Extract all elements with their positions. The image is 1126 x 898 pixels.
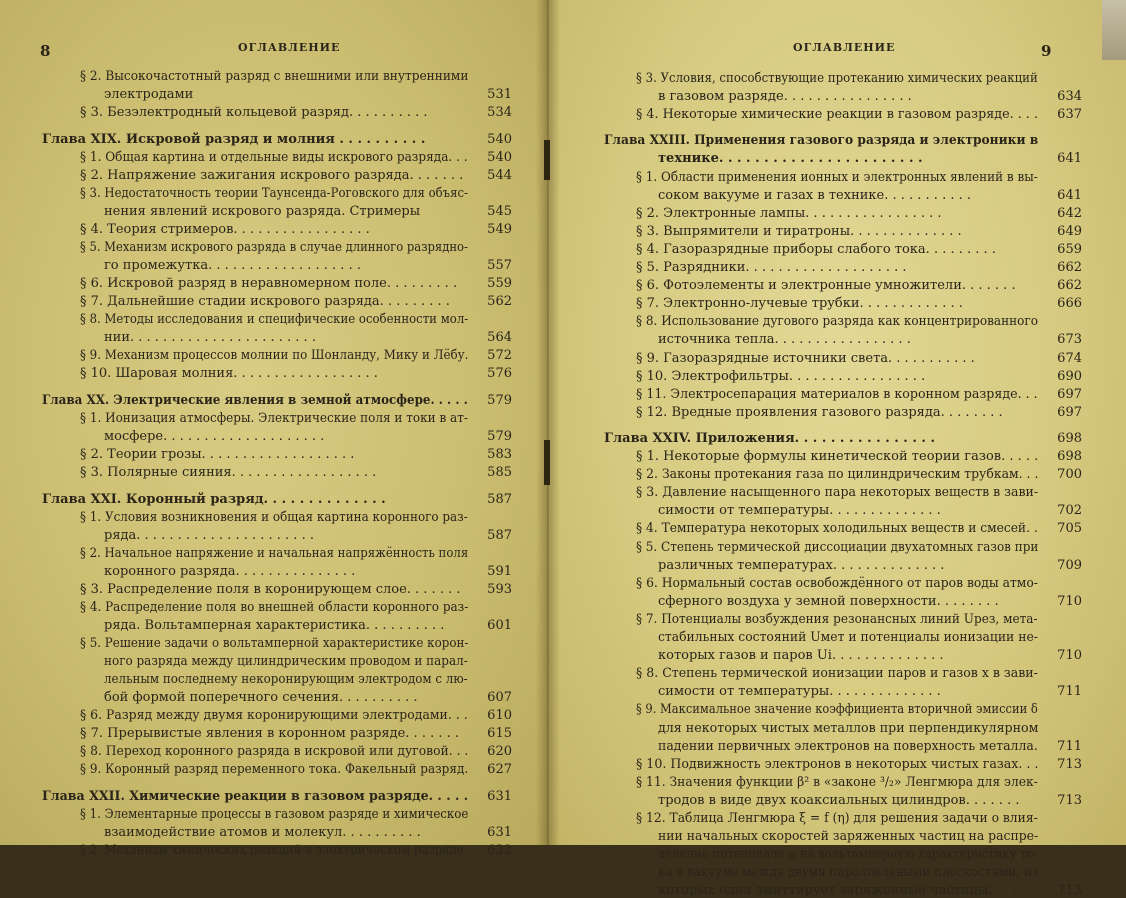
section-title: стабильных состояний Uмет и потенциалы ионизации не- bbox=[658, 630, 1038, 645]
section-title: нии начальных скоростей заряженных частиц на распре- bbox=[658, 829, 1039, 845]
section-title: § 9. Максимальное значение коэффициента вторичной эмиссии δ bbox=[636, 702, 1038, 718]
page-reference: 711 bbox=[1057, 738, 1082, 754]
section-title: для некоторых чистых металлов при перпендикулярном bbox=[658, 720, 1039, 736]
section-title: деление потенциала и на вольтамперную характеристику то- bbox=[658, 847, 1038, 863]
section-title: § 8. Степень термической ионизации паров и газов x в зави- bbox=[636, 666, 1038, 682]
page-reference: 673 bbox=[1057, 332, 1082, 348]
chapter-title: технике. . . . . . . . . . . . . . . . . . . . . . . bbox=[658, 151, 923, 167]
page-reference: 615 bbox=[487, 726, 512, 741]
section-title: § 3. Выпрямители и тиратроны. . . . . . . . . . . . . . bbox=[636, 223, 962, 239]
section-title: симости от температуры. . . . . . . . . . . . . . bbox=[658, 503, 941, 519]
page-reference: 713 bbox=[1057, 792, 1082, 808]
page-reference: 697 bbox=[1057, 404, 1082, 420]
page-reference: 698 bbox=[1057, 449, 1082, 464]
section-title: электродами bbox=[104, 87, 194, 102]
section-title: ного разряда между цилиндрическим проводом и парал- bbox=[104, 654, 468, 669]
section-title: симости от температуры. . . . . . . . . . . . . . bbox=[658, 684, 941, 700]
page-reference: 572 bbox=[487, 348, 512, 363]
chapter-title: Глава XXI. Коронный разряд. . . . . . . . . . . . . . bbox=[42, 492, 386, 507]
page-reference: 662 bbox=[1057, 278, 1082, 294]
page-reference: 649 bbox=[1057, 223, 1082, 239]
section-title: § 3. Недостаточность теории Таунсенда-Роговского для объяс- bbox=[80, 186, 468, 201]
section-title: § 10. Шаровая молния. . . . . . . . . . . . . . . . . . bbox=[80, 366, 378, 381]
page-reference: 634 bbox=[1057, 89, 1082, 105]
left-page bbox=[0, 0, 548, 858]
page-reference: 620 bbox=[487, 744, 512, 759]
page-reference: 713 bbox=[1057, 883, 1082, 898]
section-title: § 1. Общая картина и отдельные виды искрового разряда. . . bbox=[80, 150, 468, 165]
section-title: § 9. Газоразрядные источники света. . . . . . . . . . . bbox=[636, 350, 975, 366]
section-title: соком вакууме и газах в технике. . . . . . . . . . . bbox=[658, 187, 971, 203]
section-title: § 12. Таблица Ленгмюра ξ = f (η) для решения задачи о влия- bbox=[636, 811, 1038, 826]
section-title: § 3. Распределение поля в коронирующем слое. . . . . . . bbox=[80, 582, 461, 597]
page-reference: 690 bbox=[1057, 368, 1082, 384]
section-title: § 12. Вредные проявления газового разряда. . . . . . . . bbox=[636, 404, 1003, 420]
section-title: § 2. Высокочастотный разряд с внешними или внутренними bbox=[80, 69, 469, 84]
section-title: которых газов и паров Ui. . . . . . . . . . . . . . bbox=[658, 648, 944, 664]
binding-mark bbox=[544, 140, 550, 180]
section-title: § 5. Механизм искрового разряда в случае длинного разрядно- bbox=[80, 240, 468, 255]
page-reference: 579 bbox=[487, 393, 512, 408]
page-reference: 659 bbox=[1057, 241, 1082, 257]
section-title: § 4. Теория стримеров. . . . . . . . . . . . . . . . . bbox=[80, 222, 370, 237]
page-reference: 591 bbox=[487, 564, 512, 579]
page-header: ОГЛАВЛЕНИЕ bbox=[793, 41, 896, 54]
section-title: § 2. Теории грозы. . . . . . . . . . . . . . . . . . . bbox=[80, 447, 355, 462]
section-title: § 4. Температура некоторых холодильных веществ и смесей. . bbox=[636, 521, 1038, 537]
section-title: коронного разряда. . . . . . . . . . . . . . . bbox=[104, 564, 356, 579]
book-gutter bbox=[536, 0, 560, 845]
page-reference: 641 bbox=[1057, 187, 1082, 203]
section-title: § 8. Использование дугового разряда как концентрированного bbox=[636, 314, 1039, 330]
chapter-title: Глава XXII. Химические реакции в газовом разряде. . . . . bbox=[42, 789, 469, 804]
page-reference: 666 bbox=[1057, 296, 1082, 312]
section-title: тродов в виде двух коаксиальных цилиндров. . . . . . . bbox=[658, 792, 1020, 808]
section-title: § 5. Решение задачи о вольтамперной характеристике корон- bbox=[80, 636, 469, 651]
page-reference: 549 bbox=[487, 222, 512, 237]
page-reference: 631 bbox=[487, 789, 512, 804]
page-reference: 710 bbox=[1057, 648, 1082, 664]
page-reference: 531 bbox=[487, 87, 512, 102]
page-reference: 637 bbox=[1057, 107, 1082, 123]
section-title: § 8. Переход коронного разряда в искровой или дуговой. . . bbox=[80, 744, 469, 759]
section-title: ряда. . . . . . . . . . . . . . . . . . . . . . bbox=[104, 528, 314, 543]
page-header: ОГЛАВЛЕНИЕ bbox=[238, 41, 341, 54]
page-reference: 713 bbox=[1057, 756, 1082, 772]
section-title: которых одна эмиттирует заряженные частицы. . . . . . bbox=[658, 883, 1034, 898]
page-reference: 559 bbox=[487, 276, 512, 291]
section-title: бой формой поперечного сечения. . . . . . . . . . bbox=[104, 690, 418, 705]
page-reference: 674 bbox=[1057, 350, 1082, 366]
page-reference: 544 bbox=[487, 168, 512, 183]
section-title: сферного воздуха у земной поверхности. . . . . . . . bbox=[658, 593, 999, 609]
section-title: § 6. Фотоэлементы и электронные умножители. . . . . . . bbox=[636, 278, 1016, 294]
page-reference: 579 bbox=[487, 429, 512, 444]
section-title: взаимодействие атомов и молекул. . . . . . . . . . bbox=[104, 825, 421, 840]
page-reference: 711 bbox=[1057, 684, 1082, 700]
page-reference: 632 bbox=[487, 843, 512, 858]
section-title: в газовом разряде. . . . . . . . . . . . . . . . bbox=[658, 89, 912, 105]
section-title: § 2. Механизм химических реакций в электрическом разряде. bbox=[80, 843, 468, 858]
page-number: 8 bbox=[40, 42, 51, 60]
section-title: § 4. Газоразрядные приборы слабого тока. . . . . . . . . bbox=[636, 241, 996, 257]
page-reference: 583 bbox=[487, 447, 512, 462]
page-reference: 709 bbox=[1057, 557, 1082, 573]
section-title: § 5. Разрядники. . . . . . . . . . . . . . . . . . . . bbox=[636, 260, 907, 275]
section-title: § 7. Дальнейшие стадии искрового разряда. . . . . . . . . bbox=[80, 294, 450, 309]
page-number: 9 bbox=[1041, 42, 1052, 60]
section-title: ряда. Вольтамперная характеристика. . . . . . . . . . bbox=[104, 618, 445, 633]
section-title: § 10. Электрофильтры. . . . . . . . . . . . . . . . . bbox=[636, 368, 926, 384]
section-title: § 3. Условия, способствующие протеканию химических реакций bbox=[636, 71, 1038, 86]
chapter-title: Глава XXIV. Приложения. . . . . . . . . . . . . . . . bbox=[604, 430, 935, 446]
section-title: § 9. Механизм процессов молнии по Шонланду, Мику и Лёбу. bbox=[80, 348, 469, 363]
page-reference: 610 bbox=[487, 708, 512, 723]
page-reference: 702 bbox=[1057, 503, 1082, 519]
page-reference: 710 bbox=[1057, 593, 1082, 609]
section-title: нии. . . . . . . . . . . . . . . . . . . . . . . bbox=[104, 330, 316, 345]
section-title: § 7. Прерывистые явления в коронном разряде. . . . . . . bbox=[80, 726, 460, 741]
section-title: источника тепла. . . . . . . . . . . . . . . . . bbox=[658, 332, 911, 348]
page-reference: 540 bbox=[487, 132, 512, 147]
page-reference: 534 bbox=[487, 105, 512, 120]
page-reference: 698 bbox=[1057, 430, 1082, 446]
page-reference: 697 bbox=[1057, 386, 1082, 402]
section-title: § 2. Электронные лампы. . . . . . . . . . . . . . . . . bbox=[636, 205, 942, 221]
section-title: § 7. Электронно-лучевые трубки. . . . . . . . . . . . . bbox=[636, 296, 963, 312]
section-title: § 1. Ионизация атмосферы. Электрические поля и токи в ат- bbox=[80, 411, 468, 426]
section-title: § 2. Начальное напряжение и начальная напряжённость поля bbox=[80, 546, 469, 561]
section-title: § 6. Нормальный состав освобождённого от паров воды атмо- bbox=[636, 575, 1038, 591]
section-title: § 4. Распределение поля во внешней области коронного раз- bbox=[80, 600, 469, 615]
background-edge bbox=[1102, 0, 1126, 60]
section-title: § 7. Потенциалы возбуждения резонансных линий Uрез, мета- bbox=[636, 611, 1038, 627]
page-reference: 576 bbox=[487, 366, 512, 381]
section-title: § 11. Электросепарация материалов в коронном разряде. . . bbox=[636, 386, 1038, 402]
page-reference: 607 bbox=[487, 690, 512, 705]
section-title: § 10. Подвижность электронов в некоторых чистых газах. . . bbox=[636, 756, 1039, 772]
section-title: § 5. Степень термической диссоциации двухатомных газов при bbox=[636, 539, 1039, 555]
section-title: § 6. Разряд между двумя коронирующими электродами. . . bbox=[80, 708, 468, 723]
page-reference: 585 bbox=[487, 465, 512, 480]
page-reference: 631 bbox=[487, 825, 512, 840]
section-title: мосфере. . . . . . . . . . . . . . . . . . . . bbox=[104, 429, 325, 444]
section-title: § 8. Методы исследования и специфические особенности мол- bbox=[80, 312, 469, 327]
chapter-title: Глава XX. Электрические явления в земной атмосфере. . . . . bbox=[42, 393, 468, 408]
section-title: § 3. Давление насыщенного пара некоторых веществ в зави- bbox=[636, 485, 1039, 501]
section-title: § 3. Полярные сияния. . . . . . . . . . . . . . . . . . bbox=[80, 465, 377, 480]
section-title: лельным последнему некоронирующим электродом с лю- bbox=[104, 672, 468, 687]
section-title: § 11. Значения функции β² в «законе ³/₂» Ленгмюра для элек- bbox=[636, 774, 1038, 790]
section-title: § 2. Законы протекания газа по цилиндрическим трубкам. . . bbox=[636, 467, 1039, 483]
section-title: падении первичных электронов на поверхность металла. bbox=[658, 738, 1038, 754]
page-reference: 562 bbox=[487, 294, 512, 309]
section-title: § 2. Напряжение зажигания искрового разряда. . . . . . . bbox=[80, 168, 464, 183]
section-title: § 3. Безэлектродный кольцевой разряд. . . . . . . . . . bbox=[80, 105, 428, 120]
section-title: § 9. Коронный разряд переменного тока. Факельный разряд. bbox=[80, 762, 469, 777]
page-reference: 662 bbox=[1057, 260, 1082, 275]
page-reference: 593 bbox=[487, 582, 512, 597]
page-reference: 642 bbox=[1057, 205, 1082, 221]
section-title: § 1. Некоторые формулы кинетической теории газов. . . . . bbox=[636, 449, 1039, 464]
section-title: § 1. Элементарные процессы в газовом разряде и химическое bbox=[80, 807, 469, 822]
section-title: нения явлений искрового разряда. Стримеры bbox=[104, 204, 421, 219]
page-reference: 627 bbox=[487, 762, 512, 777]
section-title: различных температурах. . . . . . . . . . . . . . bbox=[658, 557, 945, 573]
page-reference: 641 bbox=[1057, 151, 1082, 167]
chapter-title: Глава XXIII. Применения газового разряда и электроники в bbox=[604, 133, 1039, 149]
section-title: § 6. Искровой разряд в неравномерном поле. . . . . . . . . bbox=[80, 276, 458, 291]
page-reference: 557 bbox=[487, 258, 512, 273]
section-title: го промежутка. . . . . . . . . . . . . . . . . . . bbox=[104, 258, 361, 273]
section-title: § 4. Некоторые химические реакции в газовом разряде. . . . bbox=[636, 107, 1038, 123]
chapter-title: Глава XIX. Искровой разряд и молния . . . . . . . . . . bbox=[42, 132, 426, 147]
page-reference: 564 bbox=[487, 330, 512, 345]
section-title: ка в вакууме между двумя параллельными плоскостями, из bbox=[658, 865, 1039, 881]
page-reference: 601 bbox=[487, 618, 512, 633]
page-reference: 700 bbox=[1057, 467, 1082, 483]
page-reference: 540 bbox=[487, 150, 512, 165]
binding-mark bbox=[544, 440, 550, 485]
page-reference: 545 bbox=[487, 204, 512, 219]
section-title: § 1. Условия возникновения и общая картина коронного раз- bbox=[80, 510, 468, 525]
section-title: § 1. Области применения ионных и электронных явлений в вы- bbox=[636, 169, 1038, 185]
page-reference: 587 bbox=[487, 492, 512, 507]
page-reference: 587 bbox=[487, 528, 512, 543]
page-reference: 705 bbox=[1057, 521, 1082, 537]
right-page bbox=[548, 0, 1126, 898]
